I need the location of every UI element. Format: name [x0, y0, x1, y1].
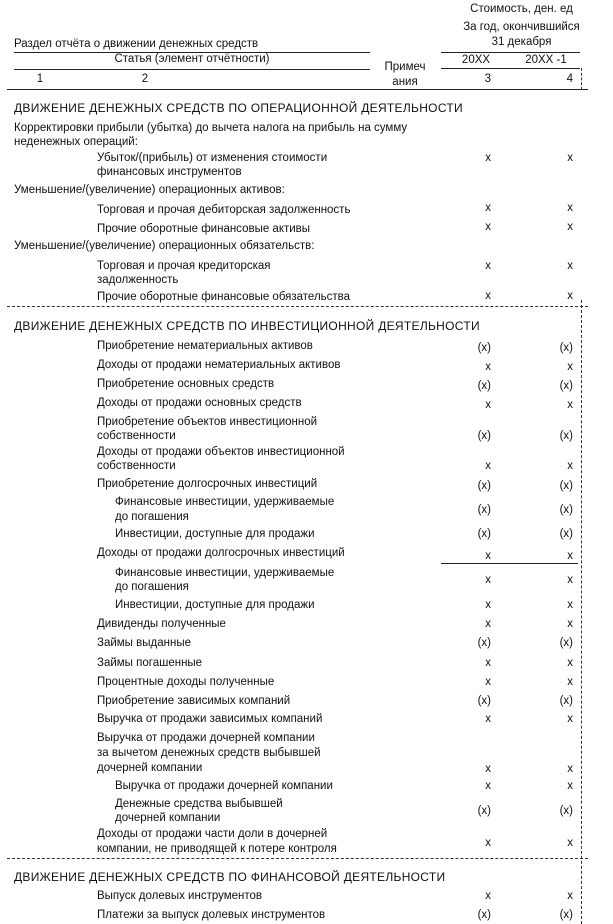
- article-rule: [14, 69, 370, 70]
- operating-row-fin-instruments-1: Убыток/(прибыль) от изменения стоимости: [97, 152, 328, 164]
- operating-liabilities-heading: Уменьшение/(увеличение) операционных обязательств:: [14, 240, 315, 252]
- investing-row-associates-sale: Выручка от продажи зависимых компаний: [97, 713, 323, 725]
- financing-row-1-prior: x: [567, 890, 573, 902]
- note-label-1: Примеч: [384, 61, 426, 73]
- article-label: Статья (элемент отчётности): [114, 53, 270, 65]
- investing-row-ppe-sale: Доходы от продажи основных средств: [97, 397, 302, 409]
- investing-title: ДВИЖЕНИЕ ДЕНЕЖНЫХ СРЕДСТВ ПО ИНВЕСТИЦИОННОЙ ДЕЯТЕЛЬНОСТИ: [14, 319, 480, 333]
- operating-row-3-current: x: [485, 221, 491, 233]
- operating-row-receivables: Торговая и прочая дебиторская задолженность: [97, 204, 351, 216]
- operating-row-1-current: x: [485, 152, 491, 164]
- investing-row-subsidiary-proceeds: Выручка от продажи дочерней компании: [115, 780, 333, 792]
- operating-row-2-current: x: [485, 202, 491, 214]
- investing-row-subsidiary-cash-2: дочерней компании: [115, 812, 221, 824]
- investing-row-18-current: x: [485, 713, 491, 725]
- investing-row-subsidiary-sale-1: Выручка от продажи дочерней компании: [97, 732, 315, 744]
- investing-row-interest: Процентные доходы полученные: [97, 676, 275, 688]
- investing-row-associates-purchase: Приобретение зависимых компаний: [97, 695, 291, 707]
- investing-row-13-prior: x: [567, 618, 573, 630]
- investing-row-11-current: x: [485, 574, 491, 586]
- investing-row-subsidiary-cash-1: Денежные средства выбывшей: [115, 798, 283, 810]
- investing-row-ppe-purchase: Приобретение основных средств: [97, 378, 275, 390]
- operating-row-other-liabilities: Прочие оборотные финансовые обязательства: [97, 291, 351, 303]
- investing-row-afs: Инвестиции, доступные для продажи: [115, 528, 315, 540]
- investing-row-5-current: (x): [477, 430, 491, 442]
- investing-row-10-current: x: [485, 550, 491, 562]
- operating-row-2-prior: x: [567, 202, 573, 214]
- investing-row-partial-disposal-2: компании, не приводящей к потере контроля: [97, 843, 337, 855]
- investing-row-subsidiary-sale-3: дочерней компании: [97, 762, 203, 774]
- investing-row-11-prior: x: [567, 574, 573, 586]
- investing-row-16-current: x: [485, 676, 491, 688]
- right-dash-header: [581, 68, 582, 90]
- investing-row-3-current: (x): [477, 380, 491, 392]
- col-3: 3: [484, 73, 491, 85]
- investing-row-2-current: x: [485, 361, 491, 373]
- investing-row-8-prior: (x): [559, 504, 573, 516]
- section-label: Раздел отчёта о движении денежных средств: [14, 38, 259, 50]
- investing-row-6-current: x: [485, 460, 491, 472]
- investing-row-12-prior: x: [567, 599, 573, 611]
- investing-row-17-current: (x): [477, 695, 491, 707]
- operating-row-3-prior: x: [567, 221, 573, 233]
- investing-row-6-prior: x: [567, 460, 573, 472]
- year-ended-line-1: За год, окончившийся: [463, 21, 580, 33]
- investing-row-16-prior: x: [567, 676, 573, 688]
- investing-row-partial-disposal-1: Доходы от продажи части доли в дочерней: [97, 828, 328, 840]
- investing-row-intangibles-sale: Доходы от продажи нематериальных активов: [97, 359, 341, 371]
- investing-row-4-current: x: [485, 399, 491, 411]
- investing-row-lt-sale: Доходы от продажи долгосрочных инвестиций: [97, 547, 345, 559]
- investing-row-dividends: Дивиденды полученные: [97, 618, 226, 630]
- right-dash-rule: [581, 300, 582, 924]
- note-label-2: ания: [392, 76, 418, 88]
- investing-row-15-prior: x: [567, 657, 573, 669]
- investing-divider: [7, 858, 588, 859]
- investing-row-2-prior: x: [567, 361, 573, 373]
- operating-row-4-current: x: [485, 260, 491, 272]
- investing-row-10-prior: x: [567, 550, 573, 562]
- investing-row-subsidiary-sale-2: за вычетом денежных средств выбывшей: [97, 747, 321, 759]
- year-sub-rule: [441, 68, 580, 69]
- operating-adjustments-line-2: неденежных операций:: [14, 136, 138, 148]
- investing-row-9-current: (x): [477, 528, 491, 540]
- investing-row-22-current: x: [485, 837, 491, 849]
- investing-row-intangibles-purchase: Приобретение нематериальных активов: [97, 340, 313, 352]
- operating-adjustments-line-1: Корректировки прибыли (убытка) до вычета налога на прибыль на сумму: [14, 122, 408, 134]
- investing-row-3-prior: (x): [559, 380, 573, 392]
- investing-row-21-current: (x): [477, 805, 491, 817]
- investing-row-14-prior: (x): [559, 637, 573, 649]
- investing-row-15-current: x: [485, 657, 491, 669]
- investing-row-21-prior: (x): [559, 805, 573, 817]
- investing-row-invprop-sale-2: собственности: [97, 460, 176, 472]
- investing-row-20-prior: x: [567, 780, 573, 792]
- year-current: 20XX: [461, 54, 491, 66]
- investing-row-20-current: x: [485, 780, 491, 792]
- investing-row-12-current: x: [485, 599, 491, 611]
- investing-row-htm-1: Финансовые инвестиции, удерживаемые: [115, 496, 335, 508]
- operating-divider: [7, 306, 588, 307]
- investing-row-7-prior: (x): [559, 480, 573, 492]
- investing-row-afs-sale: Инвестиции, доступные для продажи: [115, 599, 315, 611]
- investing-subtotal-rule: [441, 563, 578, 564]
- operating-row-other-assets: Прочие оборотные финансовые активы: [97, 223, 311, 235]
- financing-row-2-prior: (x): [559, 909, 573, 921]
- operating-row-5-prior: x: [567, 290, 573, 302]
- financing-row-2-current: (x): [477, 909, 491, 921]
- col-1: 1: [36, 73, 44, 85]
- operating-title: ДВИЖЕНИЕ ДЕНЕЖНЫХ СРЕДСТВ ПО ОПЕРАЦИОННОЙ ДЕЯТЕЛЬНОСТИ: [14, 101, 463, 115]
- operating-assets-heading: Уменьшение/(увеличение) операционных активов:: [14, 184, 285, 196]
- operating-row-payables-2: задолженность: [97, 274, 179, 286]
- investing-row-18-prior: x: [567, 713, 573, 725]
- col-4: 4: [566, 73, 573, 85]
- operating-row-1-prior: x: [567, 152, 573, 164]
- investing-row-1-prior: (x): [559, 342, 573, 354]
- investing-row-4-prior: x: [567, 399, 573, 411]
- investing-row-lt-purchase: Приобретение долгосрочных инвестиций: [97, 478, 318, 490]
- investing-row-invprop-sale-1: Доходы от продажи объектов инвестиционной: [97, 446, 345, 458]
- investing-row-19-current: x: [485, 763, 491, 775]
- investing-row-invprop-purchase-2: собственности: [97, 430, 176, 442]
- investing-row-8-current: (x): [477, 504, 491, 516]
- investing-row-14-current: (x): [477, 637, 491, 649]
- col-2: 2: [141, 73, 149, 85]
- investing-row-9-prior: (x): [559, 528, 573, 540]
- investing-row-13-current: x: [485, 618, 491, 630]
- operating-row-fin-instruments-2: финансовых инструментов: [97, 166, 242, 178]
- year-prior: 20XX -1: [525, 54, 567, 66]
- header-bottom-rule: [7, 89, 588, 90]
- investing-row-htm-2: до погашения: [115, 511, 189, 523]
- operating-row-5-current: x: [485, 290, 491, 302]
- operating-row-4-prior: x: [567, 260, 573, 272]
- operating-row-payables-1: Торговая и прочая кредиторская: [97, 260, 271, 272]
- investing-row-7-current: (x): [477, 480, 491, 492]
- year-ended-line-2: 31 декабря: [491, 36, 552, 48]
- investing-row-17-prior: (x): [559, 695, 573, 707]
- financing-row-equity-issue: Выпуск долевых инструментов: [97, 890, 263, 902]
- value-title: Стоимость, ден. ед: [470, 3, 573, 15]
- financing-row-equity-costs: Платежи за выпуск долевых инструментов: [97, 909, 326, 921]
- investing-row-5-prior: (x): [559, 430, 573, 442]
- investing-row-loans-repaid: Займы погашенные: [97, 657, 203, 669]
- investing-row-loans-issued: Займы выданные: [97, 637, 191, 649]
- financing-row-1-current: x: [485, 890, 491, 902]
- investing-row-19-prior: x: [567, 763, 573, 775]
- investing-row-htm-sale-2: до погашения: [115, 581, 189, 593]
- investing-row-1-current: (x): [477, 342, 491, 354]
- investing-row-htm-sale-1: Финансовые инвестиции, удерживаемые: [115, 567, 335, 579]
- investing-row-invprop-purchase-1: Приобретение объектов инвестиционной: [97, 416, 318, 428]
- financing-title: ДВИЖЕНИЕ ДЕНЕЖНЫХ СРЕДСТВ ПО ФИНАНСОВОЙ ДЕЯТЕЛЬНОСТИ: [14, 870, 446, 884]
- investing-row-22-prior: x: [567, 837, 573, 849]
